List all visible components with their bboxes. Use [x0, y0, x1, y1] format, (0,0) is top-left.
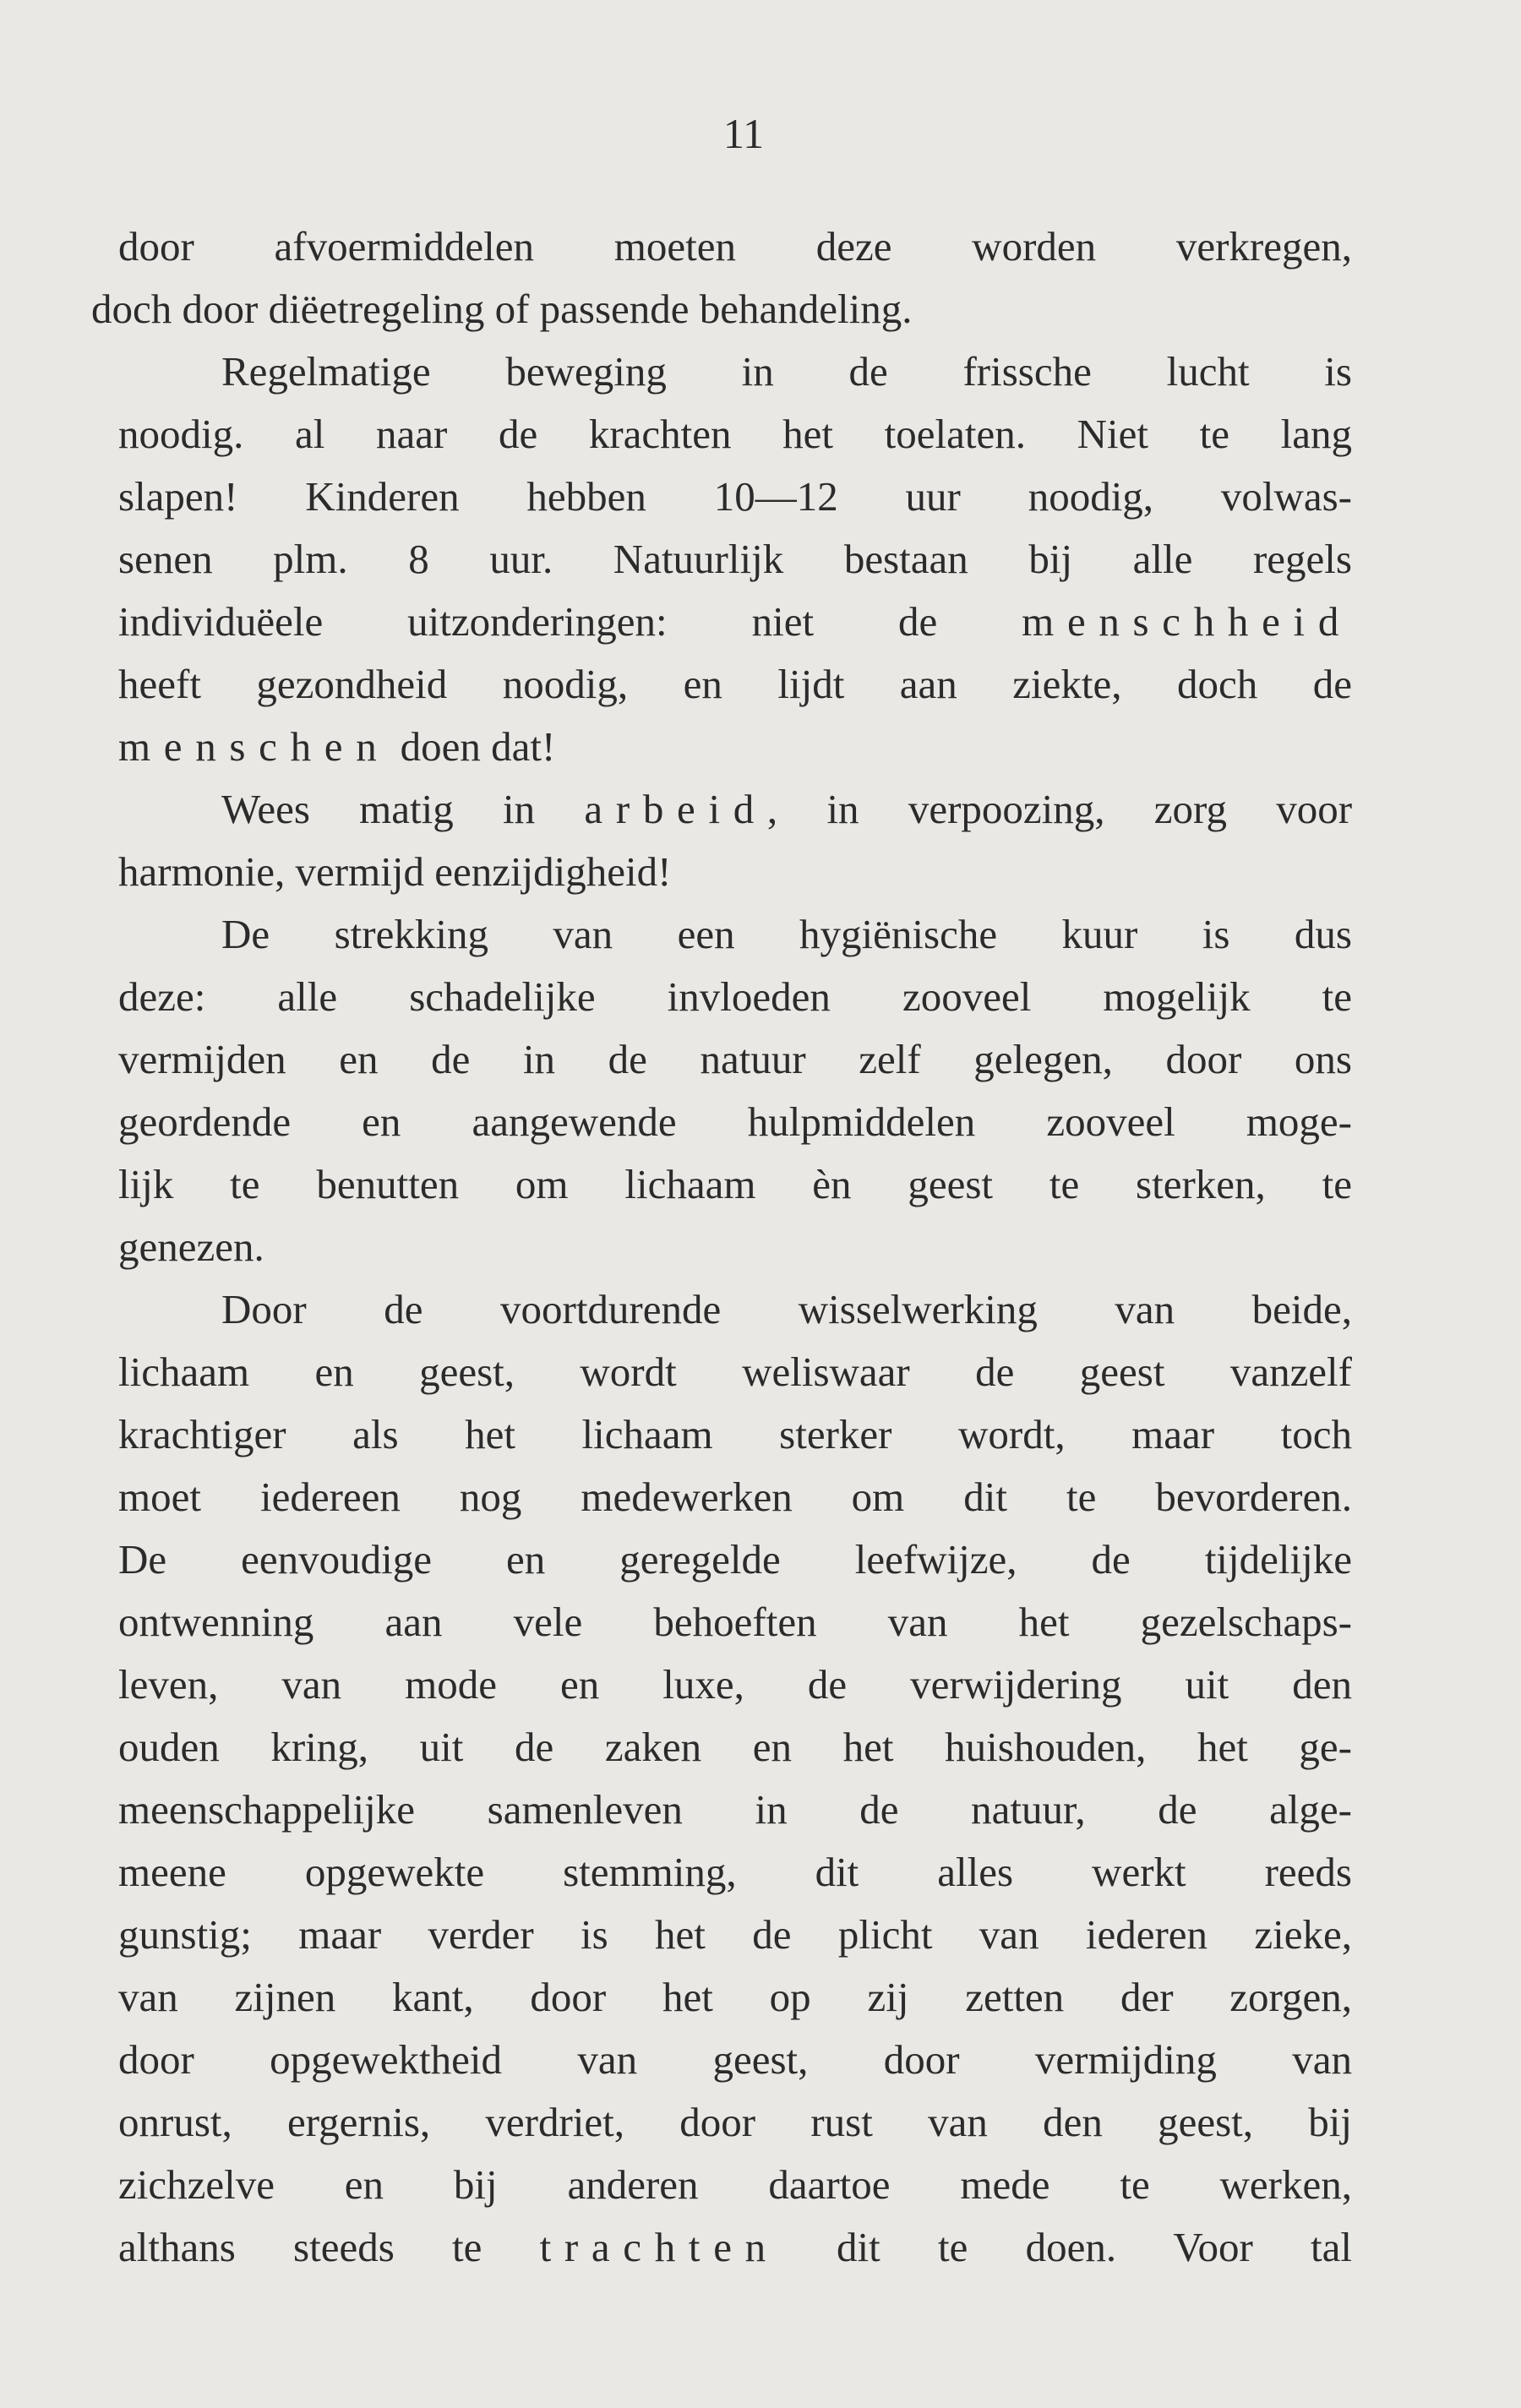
text-line: lijk te benutten om lichaam èn geest te sterken, te: [118, 1161, 1352, 1207]
text-line: door opgewektheid van geest, door vermijding van: [118, 2036, 1352, 2083]
emphasized-word: menschen: [118, 723, 390, 770]
paragraph-start-line: Wees matig in arbeid, in verpoozing, zorg voor: [221, 786, 1353, 832]
text-line: leven, van mode en luxe, de verwijdering uit den: [118, 1661, 1352, 1708]
paragraph-start-line: Door de voortdurende wisselwerking van beide,: [221, 1286, 1352, 1332]
text-line: moet iedereen nog medewerken om dit te bevorderen.: [118, 1474, 1352, 1520]
text-line: noodig. al naar de krachten het toelaten. Niet te lang: [118, 411, 1352, 457]
text-line: menschen doen dat!: [118, 723, 556, 770]
text-line: zichzelve en bij anderen daartoe mede te werken,: [118, 2161, 1352, 2208]
page-number: 11: [722, 110, 765, 157]
text-line: gunstig; maar verder is het de plicht van iederen zieke,: [118, 1911, 1352, 1958]
text-line: meene opgewekte stemming, dit alles werkt reeds: [118, 1849, 1352, 1895]
text-line: door afvoermiddelen moeten deze worden verkregen,: [118, 223, 1352, 270]
text-line: ouden kring, uit de zaken en het huishouden, het ge-: [118, 1724, 1352, 1770]
text-line: heeft gezondheid noodig, en lijdt aan ziekte, doch de: [118, 661, 1352, 707]
text-line: ontwenning aan vele behoeften van het gezelschaps-: [118, 1599, 1352, 1645]
text-line: van zijnen kant, door het op zij zetten der zorgen,: [118, 1974, 1352, 2020]
text-line: harmonie, vermijd eenzijdigheid!: [118, 848, 672, 895]
body-text: [91, 215, 1353, 2279]
text-line: De eenvoudige en geregelde leefwijze, de tijdelijke: [118, 1536, 1352, 1583]
emphasized-word: trachten: [539, 2224, 779, 2270]
text-line: lichaam en geest, wordt weliswaar de geest vanzelf: [118, 1348, 1352, 1395]
paragraph-start-line: De strekking van een hygiënische kuur is dus: [221, 911, 1352, 957]
text-line: individuëele uitzonderingen: niet de menschheid: [118, 598, 1352, 645]
text-line: senen plm. 8 uur. Natuurlijk bestaan bij alle regels: [118, 536, 1352, 582]
text-line: deze: alle schadelijke invloeden zooveel mogelijk te: [118, 973, 1352, 1020]
emphasized-word: arbeid: [584, 786, 767, 832]
text-line: krachtiger als het lichaam sterker wordt, maar toch: [118, 1411, 1352, 1457]
text-line: meenschappelijke samenleven in de natuur, de alge-: [118, 1786, 1352, 1833]
text-line: doch door diëetregeling of passende behandeling.: [91, 286, 913, 332]
text-line: slapen! Kinderen hebben 10—12 uur noodig, volwas-: [118, 473, 1352, 520]
text-line: genezen.: [118, 1223, 264, 1270]
text-line: onrust, ergernis, verdriet, door rust van den geest, bij: [118, 2099, 1352, 2145]
text-line: althans steeds te trachten dit te doen. Voor tal: [118, 2224, 1353, 2270]
emphasized-word: menschheid: [1022, 598, 1352, 645]
text-line: geordende en aangewende hulpmiddelen zooveel moge-: [118, 1098, 1352, 1145]
paragraph-start-line: Regelmatige beweging in de frissche lucht is: [221, 348, 1352, 395]
text-line: vermijden en de in de natuur zelf gelegen, door ons: [118, 1036, 1352, 1082]
